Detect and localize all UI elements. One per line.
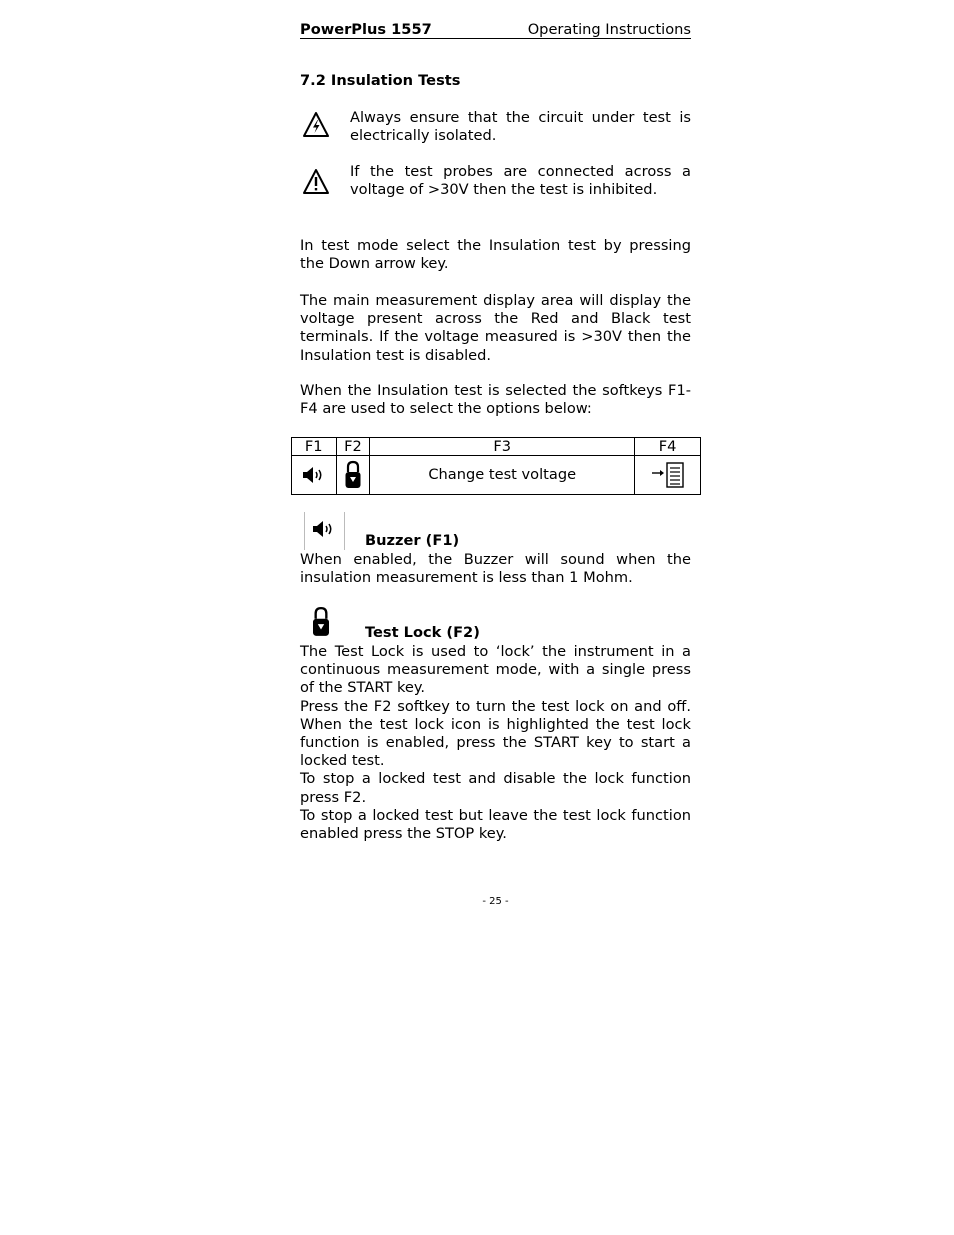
table-header-cell: F1 bbox=[292, 438, 337, 456]
test-lock-text: The Test Lock is used to ‘lock’ the instrument in a continuous measurement mode, with a single press of the START key. bbox=[300, 643, 691, 697]
table-header-row bbox=[292, 438, 701, 456]
product-name: PowerPlus 1557 bbox=[300, 21, 432, 38]
table-cell-f2 bbox=[336, 456, 370, 495]
test-lock-description bbox=[300, 643, 691, 843]
paragraph-select-test: In test mode select the Insulation test by pressing the Down arrow key. bbox=[300, 237, 691, 273]
caution-warning-icon bbox=[302, 168, 330, 196]
table-cell-f3: Change test voltage bbox=[370, 456, 635, 495]
table-cell-f4 bbox=[635, 456, 701, 495]
softkey-table bbox=[291, 437, 701, 495]
paragraph bbox=[300, 292, 691, 365]
lock-icon bbox=[311, 625, 331, 642]
warning-text: If the test probes are connected across a voltage of >30V then the test is inhibited. bbox=[350, 163, 691, 199]
buzzer-text: When enabled, the Buzzer will sound when the insulation measurement is less than 1 Mohm. bbox=[300, 551, 691, 587]
paragraph-display-area: The main measurement display area will display the voltage present across the Red and Black test terminals. If the voltage measured is >30V then the Insulation test is disabled. bbox=[300, 292, 691, 364]
store-results-icon bbox=[650, 466, 686, 483]
lock-icon-box bbox=[311, 606, 333, 640]
document-title: Operating Instructions bbox=[527, 21, 691, 38]
test-lock-text: Press the F2 softkey to turn the test lock on and off. When the test lock icon is highlighted the test lock function is enabled, press the START key to start a locked test. bbox=[300, 697, 691, 770]
paragraph-softkeys: When the Insulation test is selected the softkeys F1-F4 are used to select the options below: bbox=[300, 382, 691, 418]
test-lock-heading: Test Lock (F2) bbox=[365, 624, 480, 641]
buzzer-icon-box bbox=[304, 512, 345, 550]
high-voltage-warning-icon bbox=[302, 111, 330, 139]
buzzer-icon bbox=[302, 466, 326, 483]
table-cell-f1 bbox=[292, 456, 337, 495]
section-title: 7.2 Insulation Tests bbox=[300, 72, 461, 89]
paragraph bbox=[300, 237, 691, 273]
table-header-cell: F4 bbox=[635, 438, 701, 456]
lock-icon bbox=[344, 466, 362, 483]
table-row bbox=[292, 456, 701, 495]
paragraph bbox=[300, 382, 691, 418]
page-header bbox=[300, 21, 691, 39]
table-header-cell: F3 bbox=[370, 438, 635, 456]
buzzer-icon bbox=[312, 520, 336, 543]
test-lock-text: To stop a locked test and disable the lock function press F2. bbox=[300, 770, 691, 806]
test-lock-text: To stop a locked test but leave the test lock function enabled press the STOP key. bbox=[300, 806, 691, 843]
buzzer-description bbox=[300, 551, 691, 587]
buzzer-heading: Buzzer (F1) bbox=[365, 532, 460, 549]
warning-text: Always ensure that the circuit under test is electrically isolated. bbox=[350, 109, 691, 145]
page-number: - 25 - bbox=[482, 896, 509, 907]
table-header-cell: F2 bbox=[336, 438, 370, 456]
